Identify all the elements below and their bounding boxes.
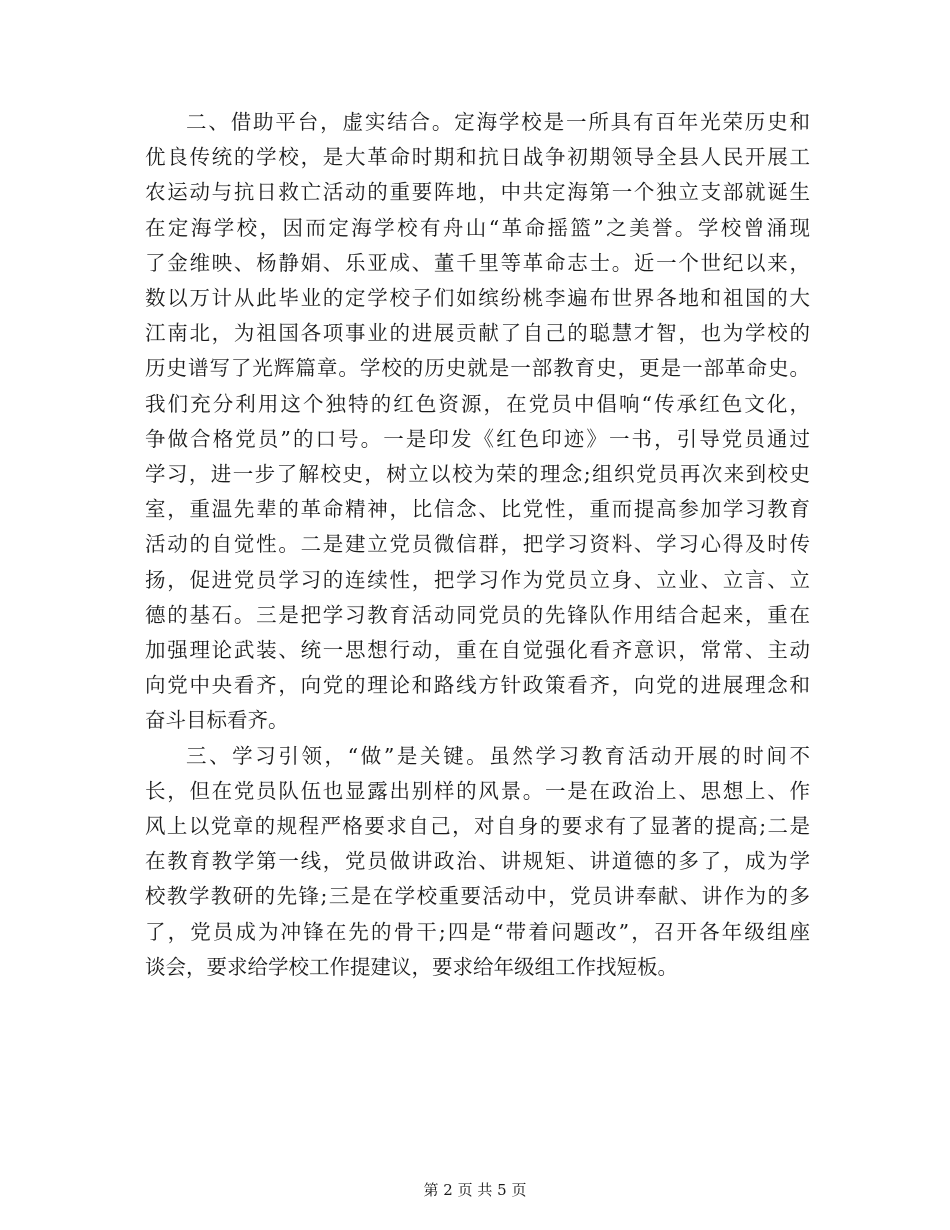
paragraph-3 [145, 739, 810, 985]
text-line: 在定海学校，因而定海学校有舟山“革命摇篮”之美誉。学校曾涌现 [145, 215, 810, 240]
text-line: 加强理论武装、统一思想行动，重在自觉强化看齐意识，常常、主动 [145, 638, 810, 663]
text-line: 优良传统的学校，是大革命时期和抗日战争初期领导全县人民开展工 [145, 145, 810, 170]
document-body [145, 105, 810, 985]
text-line: 向党中央看齐，向党的理论和路线方针政策看齐，向党的进展理念和 [145, 673, 810, 698]
text-line: 了金维映、杨静娟、乐亚成、董千里等革命志士。近一个世纪以来， [145, 250, 810, 275]
text-line: 风上以党章的规程严格要求自己，对自身的要求有了显著的提高;二是 [145, 814, 810, 839]
text-line: 长，但在党员队伍也显露出别样的风景。一是在政治上、思想上、作 [145, 778, 810, 803]
text-line: 奋斗目标看齐。 [145, 708, 289, 733]
text-line: 三、学习引领，“做”是关键。虽然学习教育活动开展的时间不 [186, 743, 810, 768]
text-line: 农运动与抗日救亡活动的重要阵地，中共定海第一个独立支部就诞生 [145, 180, 810, 205]
paragraph-2 [145, 105, 810, 739]
text-line: 江南北，为祖国各项事业的进展贡献了自己的聪慧才智，也为学校的 [145, 321, 810, 346]
text-line: 扬，促进党员学习的连续性，把学习作为党员立身、立业、立言、立 [145, 567, 810, 592]
text-line: 二、借助平台，虚实结合。定海学校是一所具有百年光荣历史和 [186, 110, 810, 134]
text-line: 活动的自觉性。二是建立党员微信群，把学习资料、学习心得及时传 [145, 532, 810, 557]
page-footer: 第 2 页 共 5 页 [423, 1181, 527, 1199]
text-line: 德的基石。三是把学习教育活动同党员的先锋队作用结合起来，重在 [145, 602, 810, 627]
text-line: 在教育教学第一线，党员做讲政治、讲规矩、讲道德的多了，成为学 [145, 849, 810, 874]
text-line: 学习，进一步了解校史，树立以校为荣的理念;组织党员再次来到校史 [145, 462, 810, 487]
text-line: 我们充分利用这个独特的红色资源，在党员中倡响“传承红色文化， [145, 391, 810, 416]
text-line: 历史谱写了光辉篇章。学校的历史就是一部教育史，更是一部革命史。 [145, 356, 810, 381]
text-line: 了，党员成为冲锋在先的骨干;四是“带着问题改”，召开各年级组座 [145, 919, 810, 944]
text-line: 谈会，要求给学校工作提建议，要求给年级组工作找短板。 [145, 954, 678, 979]
text-line: 争做合格党员”的口号。一是印发《红色印迹》一书，引导党员通过 [145, 426, 810, 451]
text-line: 校教学教研的先锋;三是在学校重要活动中，党员讲奉献、讲作为的多 [145, 884, 810, 909]
text-line: 室，重温先辈的革命精神，比信念、比党性，重而提高参加学习教育 [145, 497, 810, 522]
text-line: 数以万计从此毕业的定学校子们如缤纷桃李遍布世界各地和祖国的大 [145, 286, 810, 311]
